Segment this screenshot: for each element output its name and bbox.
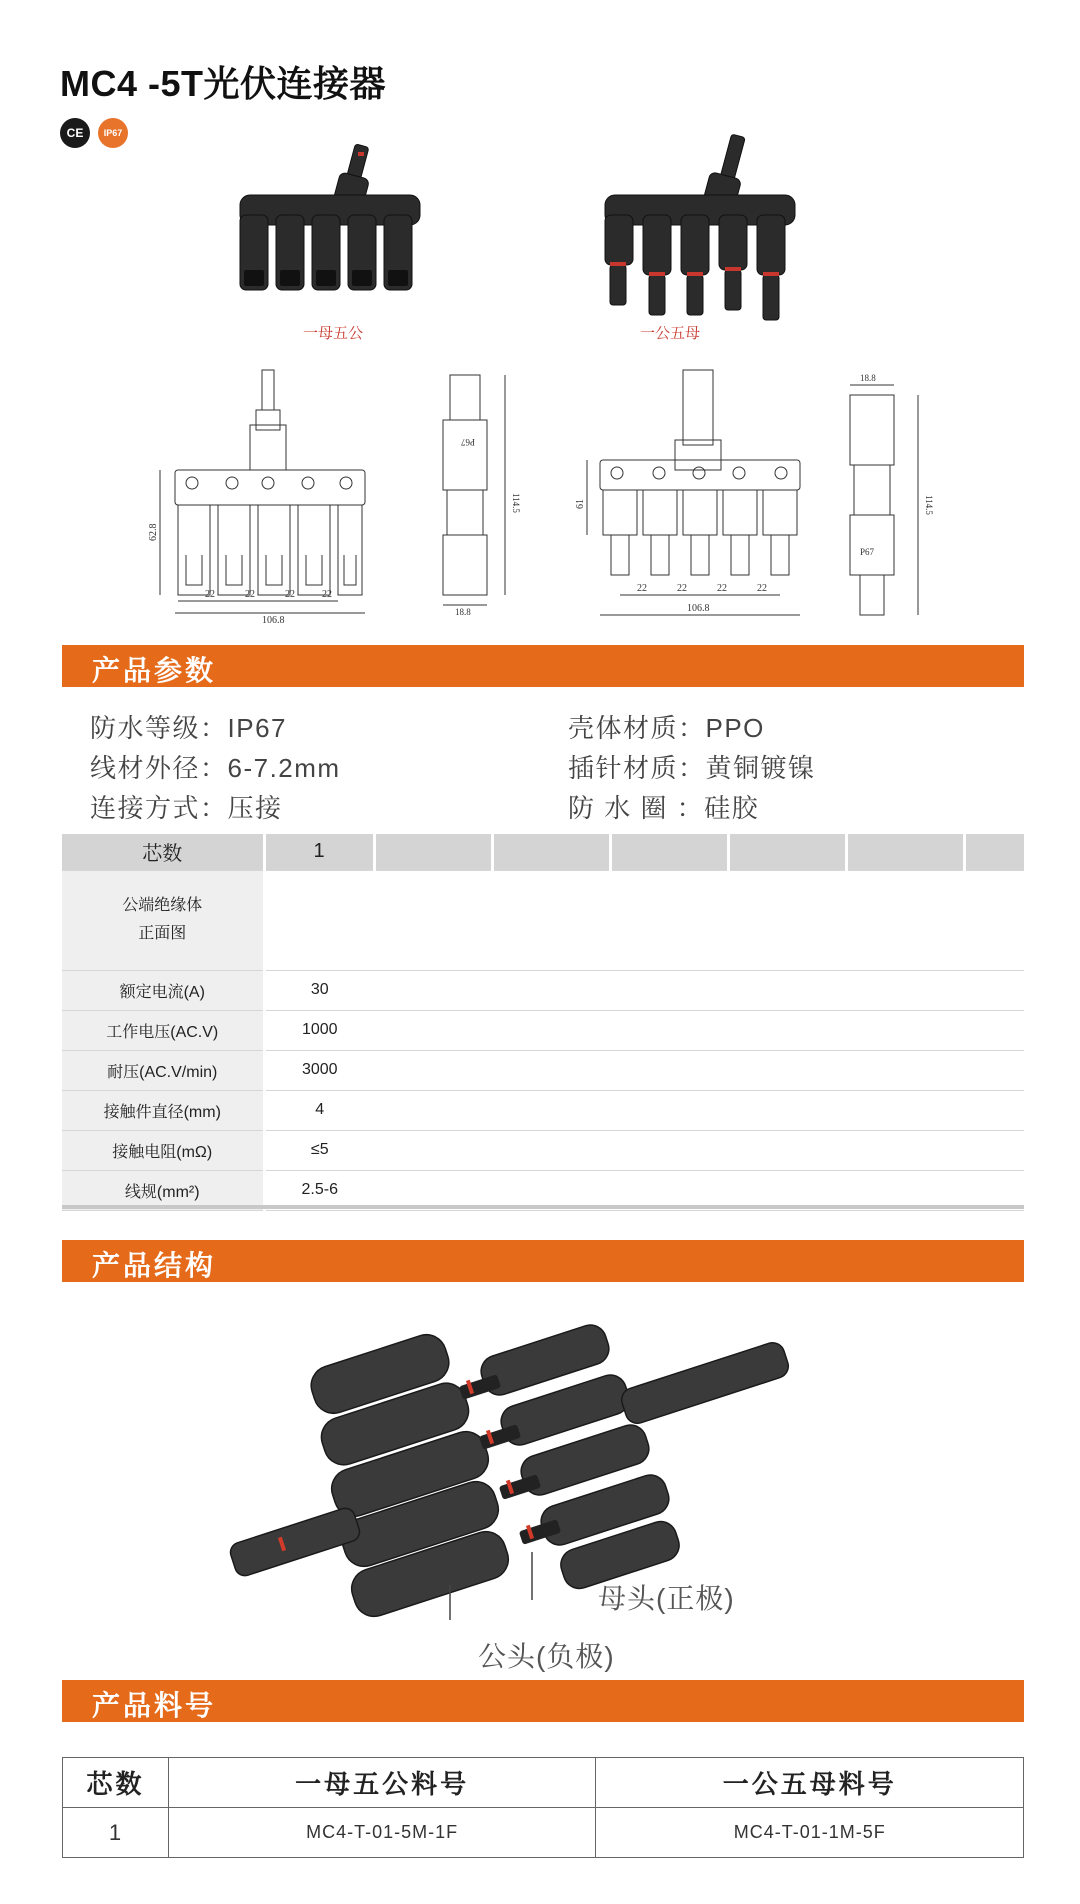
table-row [62,1050,1024,1090]
male-label: 公头(负极) [478,1641,615,1672]
param-table [62,834,1024,1211]
table-row [62,1010,1024,1050]
spec-cable-diameter: 线材外径：6-7.2mm [90,753,341,783]
drawing-1m5f-front [575,365,815,625]
structure-image [220,1300,800,1620]
param-value [264,870,1024,970]
drawing-1f5m-front [150,365,380,625]
dim-pitch-2: 22 [245,589,255,600]
cert-badges [60,118,128,148]
table-row [62,970,1024,1010]
param-head-row [62,834,1024,870]
param-label-text: 公端绝缘体 正面图 [122,897,203,942]
parts-table [62,1757,1024,1858]
dim-pitch-r4: 22 [757,583,767,594]
dim-pitch-3: 22 [285,589,295,600]
spec-pin-material: 插针材质：黄铜镀镍 [568,753,816,783]
dim-height-right: 61 [575,499,586,509]
side-mark-right: P67 [860,547,875,557]
table-row [62,1170,1024,1210]
parts-col-1m5f: 一公五母料号 [596,1758,1024,1808]
ip67-badge-icon: IP67 [98,118,128,148]
parts-col-cores: 芯数 [63,1758,169,1808]
section-structure-title: 产品结构 [92,1250,217,1281]
spec-connection: 连接方式：压接 [90,793,283,823]
parts-head-row [63,1758,1024,1808]
drawing-1m5f-side [830,365,940,625]
param-value: 2.5-6 [264,1170,374,1210]
ce-badge-icon: CE [60,118,90,148]
param-label: 接触件直径(mm) [62,1090,264,1130]
param-table-bottom-rule [62,1205,1024,1209]
dim-length-right: 114.5 [924,495,934,515]
param-value: 30 [264,970,374,1010]
param-label: 耐压(AC.V/min) [62,1050,264,1090]
dim-pitch-4: 22 [322,589,332,600]
table-row [62,1130,1024,1170]
param-label [62,870,264,970]
section-parts-title: 产品料号 [92,1690,217,1721]
param-label: 线规(mm²) [62,1170,264,1210]
table-row [63,1808,1024,1858]
parts-col-1f5m: 一母五公料号 [168,1758,596,1808]
side-mark-left: P67 [460,437,475,447]
spec-seal: 防 水 圈 ：硅胶 [568,793,760,823]
drawing-1f5m-side [425,365,525,615]
param-label: 接触电阻(mΩ) [62,1130,264,1170]
section-params [62,645,1024,687]
dim-width-left: 106.8 [262,615,285,626]
param-value: 4 [264,1090,374,1130]
dim-pitch-r2: 22 [677,583,687,594]
table-row [62,870,1024,970]
product-image-1m5f [590,130,820,325]
spec-shell-material: 壳体材质：PPO [568,713,765,743]
param-head-value: 1 [264,834,374,870]
param-label: 工作电压(AC.V) [62,1010,264,1050]
section-parts [62,1680,1024,1722]
param-head-label: 芯数 [62,834,264,870]
dim-pitch-r1: 22 [637,583,647,594]
param-value: 1000 [264,1010,374,1050]
section-params-title: 产品参数 [92,655,217,686]
dim-side-width-left: 18.8 [455,607,471,617]
dim-height-left: 62.8 [148,523,159,541]
dim-width-right: 106.8 [687,603,710,614]
dim-side-width-right: 18.8 [860,373,876,383]
parts-1f5m-value: MC4-T-01-5M-1F [168,1808,596,1858]
section-structure [62,1240,1024,1282]
dim-length-left: 114.5 [511,493,521,513]
dim-pitch-r3: 22 [717,583,727,594]
param-value: 3000 [264,1050,374,1090]
param-value: ≤5 [264,1130,374,1170]
caption-1f5m: 一母五公 [303,325,364,342]
table-row [62,1090,1024,1130]
product-image-1f5m [220,140,440,310]
spec-waterproof: 防水等级：IP67 [90,713,287,743]
caption-1m5f: 一公五母 [640,325,701,342]
parts-cores-value: 1 [63,1808,169,1858]
parts-1m5f-value: MC4-T-01-1M-5F [596,1808,1024,1858]
dim-pitch-1: 22 [205,589,215,600]
female-label: 母头(正极) [598,1583,735,1614]
page-title: MC4 -5T光伏连接器 [60,63,387,104]
param-label: 额定电流(A) [62,970,264,1010]
